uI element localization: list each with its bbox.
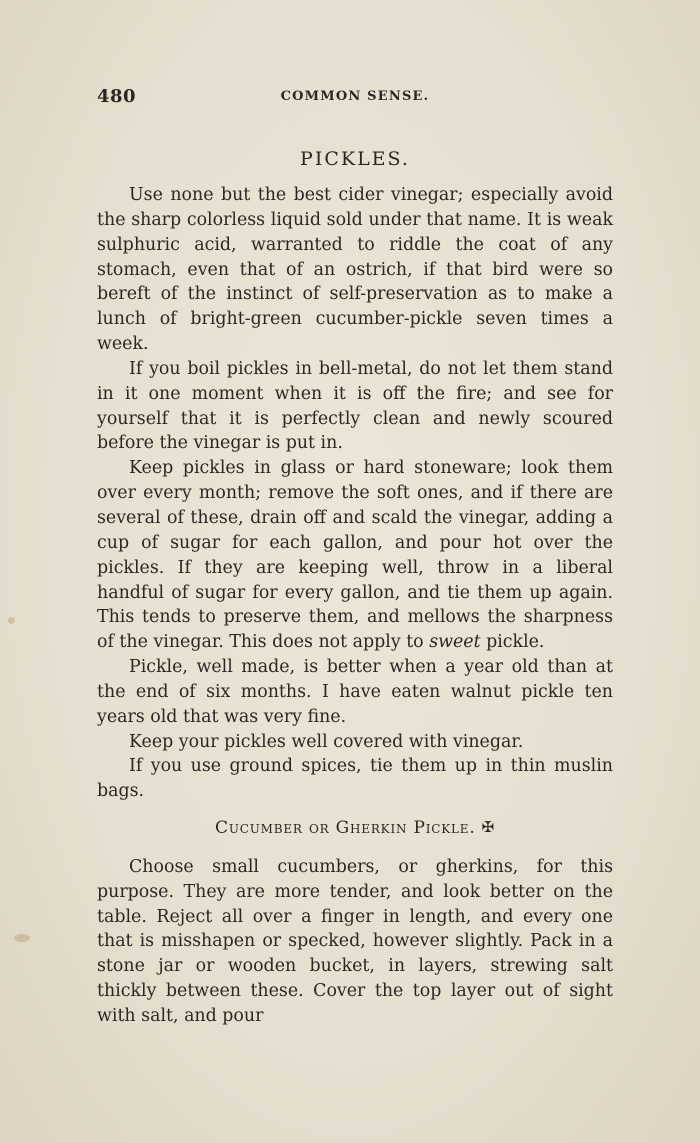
paragraph — [97, 456, 613, 655]
paragraph: Use none but the best cider vinegar; especially avoid the sharp colorless liquid sold under that name. It is weak sulphuric acid, warranted to riddle the coat of any stomach, even that of an ostrich, if that bird were so bereft of the instinct of self-preservation as to make a lunch of bright-green cucumber-pickle seven times a week. — [97, 185, 613, 355]
page-number: 480 — [97, 86, 137, 107]
paragraph: If you boil pickles in bell-metal, do not let them stand in it one moment when it is off the fire; and see for yourself that it is perfectly clean and newly scoured before the vinegar is put in. — [97, 358, 613, 454]
section-title: PICKLES. — [300, 148, 410, 170]
recipe-heading — [97, 815, 613, 841]
paragraph: Keep your pickles well covered with vinegar. — [129, 731, 524, 752]
paragraph: If you use ground spices, tie them up in thin muslin bags. — [97, 756, 613, 802]
body-text — [97, 183, 613, 1029]
paper-speck — [8, 617, 15, 624]
recipe-paragraph: Choose small cucumbers, or gherkins, for this purpose. They are more tender, and look better on the table. Reject all over a finger in length, and every one that is misshapen or specked, however slightly. Pack in a stone jar or wooden bucket, in layers, strewing salt thickly between these. Cover the top layer out of sight with salt, and pour — [97, 856, 613, 1026]
emphasis: sweet — [429, 632, 481, 653]
page-header — [97, 86, 613, 110]
running-head: COMMON SENSE. — [280, 89, 430, 104]
recipe-heading-text: Cucumber or Gherkin Pickle. — [215, 818, 476, 839]
paragraph-text: Keep pickles in glass or hard stoneware; look them over every month; remove the soft ones, and if there are several of these, drain off and scald the vinegar, adding a cup of sugar for each gallon, and pour hot over the pickles. If they are keeping well, throw in a liberal handful of sugar for every gallon, and tie them up again. This tends to preserve them, and mellows the sharpness of the vinegar. — [97, 458, 613, 653]
sentence: This does not apply to sweet pickle. — [229, 632, 545, 653]
cross-ornament-icon: ✠ — [481, 818, 495, 837]
paper-speck — [14, 934, 30, 942]
paragraph: Pickle, well made, is better when a year old than at the end of six months. I have eaten walnut pickle ten years old that was very fine. — [97, 657, 613, 727]
